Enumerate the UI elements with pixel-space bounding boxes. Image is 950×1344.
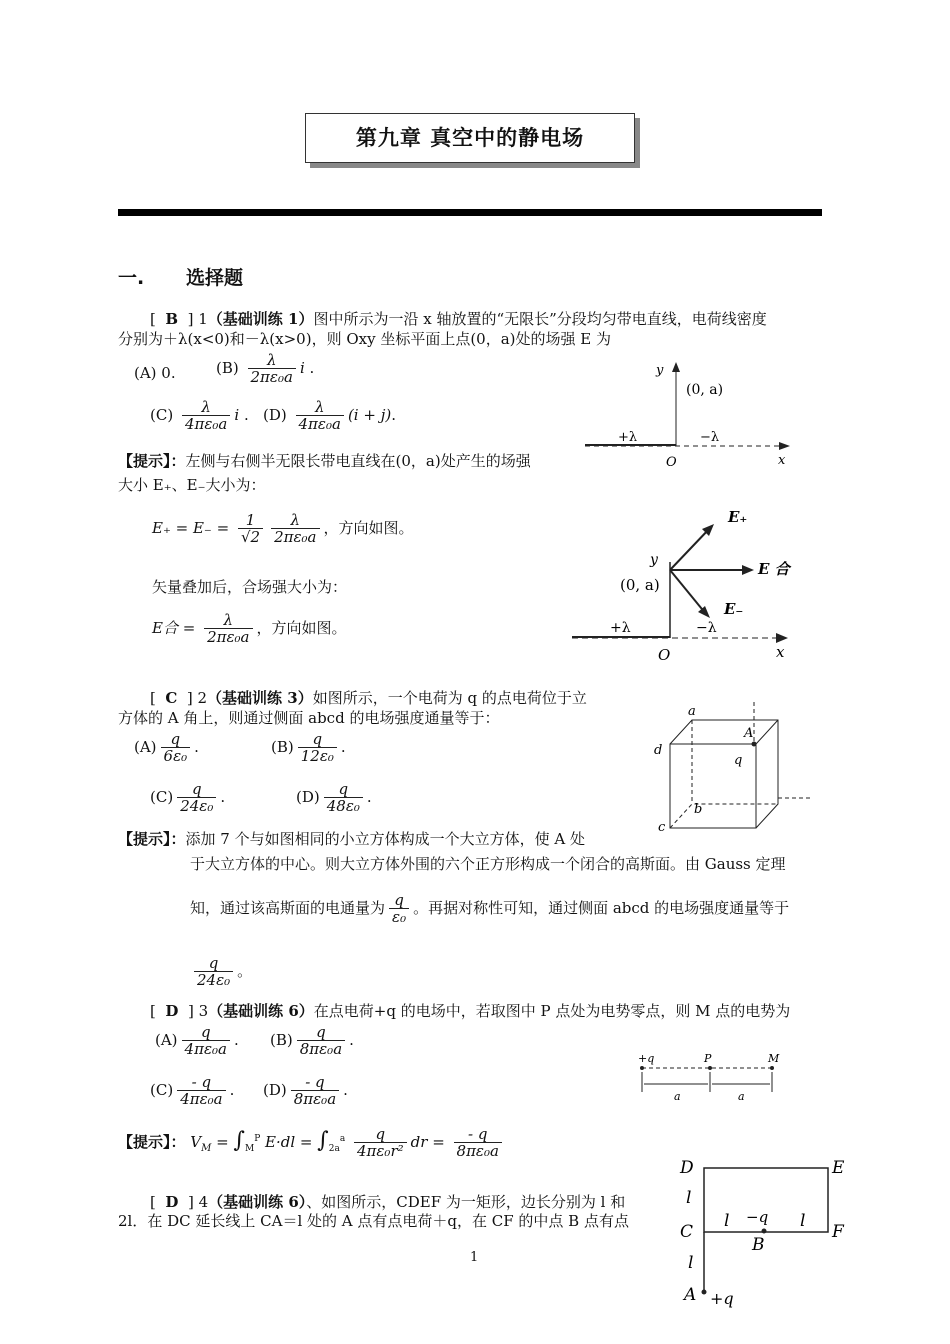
q1-option-c: (C) $\frac{\lambda}{\text{4πε₀a}}$ i .	[150, 398, 249, 433]
q2-b-num: q	[312, 730, 323, 748]
q3-fig-m-dot	[770, 1066, 774, 1070]
q2-b-den: 12ε₀	[298, 747, 337, 765]
q1-fig2-esum: E 合	[758, 560, 790, 578]
q1-figure-vectors	[570, 500, 800, 670]
q2-fig-b: b	[694, 802, 703, 817]
q2-hint1: 添加 7 个与如图相同的小立方体构成一个大立方体，使 A 处	[185, 830, 585, 848]
q3-fig-q-dot	[640, 1066, 644, 1070]
q2-c-frac	[177, 781, 216, 815]
q1-fig1-origin: O	[666, 455, 677, 470]
q3-source: （基础训练 6）	[208, 1002, 314, 1020]
q1-f2-tail: ，方向如图。	[256, 619, 347, 637]
q1-d-vec: (i + j)	[347, 406, 392, 424]
q2-a-den: 6ε₀	[161, 747, 191, 765]
q1-fig1-xarrow	[779, 442, 790, 450]
q2-cube-hidden-edges	[670, 804, 778, 828]
q2-fig-a: a	[688, 704, 696, 719]
q3-hint-den1: 4πε₀r²	[354, 1142, 407, 1160]
q4-fig-pq: +q	[710, 1289, 734, 1308]
q1-fig1-y: y	[656, 363, 664, 378]
q1-figure-line	[580, 358, 800, 470]
q2-hint-label: 【提示】：	[118, 830, 186, 848]
q1-hint1: 左侧与右侧半无限长带电直线在(0，a)处产生的场强	[185, 452, 531, 470]
q3-option-d: (D) $\frac{- q}{\text{8πε₀a}}$ .	[263, 1073, 348, 1108]
q2-option-a: (A) $\frac{q}{\text{6ε₀}}$ .	[134, 730, 199, 765]
q4-line2: 2l．在 DC 延长线上 CA＝l 处的 A 点有点电荷＋q，在 CF 的中点 B 点有点	[118, 1212, 629, 1230]
q1-fig2-origin: O	[658, 646, 671, 664]
q3-option-b: (B) $\frac{q}{\text{8πε₀a}}$ .	[270, 1023, 354, 1058]
q4-text1: 、如图所示，CDEF 为一矩形，边长分别为 l 和	[306, 1193, 626, 1211]
q3-hint-sub: M	[201, 1143, 212, 1154]
q4-fig-l2: l	[724, 1211, 730, 1231]
q1-answer: B	[165, 310, 179, 328]
q1-f1-den: 2πε₀a	[271, 528, 319, 546]
q1-f1-frac2	[271, 512, 319, 546]
q2-d-frac	[324, 781, 363, 815]
q2-option-d: (D) $\frac{q}{\text{48ε₀}}$ .	[296, 780, 372, 815]
q2-fig-d: d	[654, 743, 663, 758]
q3-b-den: 8πε₀a	[297, 1040, 345, 1058]
q4-num: 4	[198, 1193, 209, 1211]
q2-cube-edge	[756, 720, 778, 744]
q1-fig2-eplus: E₊	[728, 508, 748, 526]
q3-fig-a2: a	[738, 1090, 745, 1103]
q1-fig1-yarrow	[672, 362, 680, 372]
q1-f2-frac	[204, 612, 252, 646]
q3-a-label: (A)	[155, 1031, 178, 1049]
q4-fig-A: A	[684, 1285, 697, 1305]
q3-b-frac	[297, 1024, 345, 1058]
q3-int1-upper: P	[254, 1134, 261, 1144]
q3-hint-frac2	[454, 1126, 502, 1160]
q1-c-num: λ	[201, 398, 211, 416]
q2-line2: 方体的 A 角上，则通过侧面 abcd 的电场强度通量等于：	[118, 709, 500, 727]
q3-c-num: - q	[191, 1073, 212, 1091]
q1-fig2-eminus-arrow	[670, 570, 706, 614]
q1-option-d-label: (D)	[263, 406, 287, 424]
q2-hint-frac1	[389, 892, 409, 926]
q1-option-c-frac	[182, 399, 230, 433]
q3-a-num: q	[200, 1023, 211, 1041]
q1-option-b-frac	[248, 352, 296, 386]
q3-fig-P: P	[704, 1052, 712, 1065]
q3-hint: 【提示】： $V_M = \int_M^P$ $E\cdot dl = \int_{2a}^a$ $\frac{q}{\text{4πε₀r²}}$ dr = $\frac{- q}{\text{8πε₀a}}$	[118, 1126, 506, 1160]
q4-fig-C: C	[680, 1222, 694, 1242]
q2-b-label: (B)	[271, 738, 294, 756]
q2-fig-q: q	[734, 753, 743, 768]
q1-f1-one: 1	[245, 511, 256, 529]
q4-fig-D: D	[680, 1158, 694, 1178]
q3-a-den: 4πε₀a	[182, 1040, 230, 1058]
q4-fig-mq: −q	[746, 1208, 769, 1226]
q1-fig1-plus: +λ	[618, 430, 638, 445]
q3-d-den: 8πε₀a	[291, 1090, 339, 1108]
q4-line1: [ D ] 4（基础训练 6）、如图所示，CDEF 为一矩形，边长分别为 l 和	[150, 1193, 626, 1211]
q4-fig-F: F	[832, 1222, 844, 1242]
q3-option-c: (C) $\frac{- q}{\text{4πε₀a}}$ .	[150, 1073, 235, 1108]
q2-hint3b: 。再据对称性可知，通过侧面 abcd 的电场强度通量等于	[413, 899, 790, 917]
q3-hint-frac1	[354, 1126, 407, 1160]
q1-f2-den: 2πε₀a	[204, 628, 252, 646]
q2-answer: C	[165, 689, 178, 707]
q3-num: 3	[198, 1002, 209, 1020]
q3-text1: 在点电荷+q 的电场中，若取图中 P 点处为电势零点，则 M 点的电势为	[313, 1002, 791, 1020]
q1-fig1-x: x	[778, 453, 786, 468]
q3-c-den: 4πε₀a	[177, 1090, 225, 1108]
q1-f2-lhs: E合 =	[152, 619, 196, 637]
q1-line1: [ B ] 1（基础训练 1）图中所示为一沿 x 轴放置的“无限长”分段均匀带电直线，电荷线密度	[150, 310, 767, 328]
q1-d-den: 4πε₀a	[296, 415, 344, 433]
q2-line1: [ C ] 2（基础训练 3）如图所示，一个电荷为 q 的点电荷位于立	[150, 689, 587, 707]
q2-option-b: (B) $\frac{q}{\text{12ε₀}}$ .	[271, 730, 346, 765]
q4-fig-B: B	[752, 1235, 765, 1255]
q3-hint-lhs: V	[190, 1133, 202, 1151]
q3-hint-den2: 8πε₀a	[454, 1142, 502, 1160]
q1-fig2-eminus: E₋	[724, 600, 744, 618]
q2-a-label: (A)	[134, 738, 157, 756]
q3-b-num: q	[316, 1023, 326, 1041]
q1-hint-line2: 大小 E₊、E₋大小为：	[118, 476, 266, 494]
q2-hint-frac2	[194, 955, 233, 989]
q1-f1-num: λ	[290, 511, 301, 529]
q3-figure	[632, 1048, 782, 1108]
q1-fig2-y: y	[650, 552, 658, 568]
q1-formula2	[152, 612, 347, 646]
q1-f1-lhs: E₊ = E₋ =	[152, 519, 230, 537]
q1-line2: 分别为＋λ(x<0)和－λ(x>0)，则 Oxy 坐标平面上点(0，a)处的场强 E 为	[118, 330, 612, 348]
q1-d-num: λ	[314, 398, 325, 416]
q1-formula1	[152, 512, 414, 546]
q1-fig2-point: (0, a)	[620, 576, 660, 594]
q1-num: 1	[198, 310, 208, 328]
q2-hint-line4	[190, 955, 252, 989]
q2-hint-den2: 24ε₀	[194, 971, 233, 989]
q2-hint-end: 。	[237, 962, 253, 980]
q2-hint-num1: q	[394, 891, 404, 909]
q1-source: （基础训练 1）	[207, 310, 314, 328]
q3-a-frac	[182, 1024, 230, 1058]
q3-int1-lower: M	[244, 1144, 255, 1154]
q1-fig2-eplus-arrow	[670, 528, 710, 570]
page-number: 1	[470, 1250, 479, 1265]
q2-c-num: q	[191, 780, 202, 798]
q2-hint-line3	[190, 892, 789, 926]
q2-d-num: q	[338, 780, 349, 798]
q1-fig2-plus: +λ	[610, 620, 631, 636]
q4-fig-l3: l	[800, 1211, 806, 1231]
q3-c-label: (C)	[150, 1081, 174, 1099]
q1-option-b-label: (B)	[216, 359, 239, 377]
q2-hint-line2: 于大立方体的中心。则大立方体外围的六个正方形构成一个闭合的高斯面。由 Gauss 定理	[190, 855, 786, 873]
q1-b-num: λ	[266, 351, 277, 369]
q3-fig-a1: a	[674, 1090, 681, 1103]
q4-a-dot	[702, 1290, 707, 1295]
q1-fig1-minus: −λ	[700, 430, 720, 445]
q2-cube-front	[670, 744, 756, 828]
q4-b-dot	[762, 1229, 767, 1234]
q3-hint-dr: dr	[410, 1133, 428, 1151]
q2-c-label: (C)	[150, 788, 174, 806]
q3-b-label: (B)	[270, 1031, 293, 1049]
q2-fig-c: c	[658, 820, 666, 835]
q1-b-vec: i	[299, 359, 305, 377]
q4-fig-l4: l	[688, 1253, 694, 1273]
q1-c-vec: i	[234, 406, 240, 424]
q1-hint-line3: 矢量叠加后，合场强大小为：	[152, 578, 348, 596]
q2-c-den: 24ε₀	[177, 797, 216, 815]
chapter-title: 第九章 真空中的静电场	[305, 113, 635, 163]
q2-b-frac	[298, 731, 337, 765]
q2-cube-back-edges	[670, 720, 778, 828]
q2-d-den: 48ε₀	[324, 797, 363, 815]
q2-num: 2	[197, 689, 208, 707]
q3-d-num: - q	[305, 1073, 325, 1091]
q1-hint-label: 【提示】：	[118, 452, 186, 470]
q1-fig1-point: (0, a)	[686, 382, 724, 398]
q1-c-den: 4πε₀a	[182, 415, 230, 433]
q3-d-label: (D)	[263, 1081, 287, 1099]
q2-cube-figure	[648, 700, 818, 835]
q2-text1: 如图所示，一个电荷为 q 的点电荷位于立	[312, 689, 587, 707]
q2-a-frac	[161, 731, 191, 765]
q2-hint-line1	[118, 829, 585, 849]
q2-hint-den1: ε₀	[389, 908, 409, 926]
section-title: 选择题	[186, 267, 244, 289]
q3-int2-upper: a	[339, 1134, 346, 1144]
q3-hint-num2: - q	[468, 1125, 488, 1143]
q4-answer: D	[165, 1193, 179, 1211]
q2-a-num: q	[170, 730, 181, 748]
q1-f1-tail: ，方向如图。	[323, 519, 414, 537]
section-number: 一.	[118, 267, 145, 289]
q1-fig2-xarrow	[776, 633, 788, 643]
q4-fig-E: E	[832, 1158, 845, 1178]
q3-c-frac	[177, 1074, 225, 1108]
q1-option-b: (B) $\frac{\lambda}{\text{2πε₀a}}$ i .	[216, 351, 315, 386]
q1-f1-frac1	[238, 512, 263, 546]
q3-hint-label: 【提示】：	[118, 1133, 186, 1151]
q2-fig-A: A	[744, 726, 754, 741]
q4-fig-l1: l	[686, 1188, 692, 1208]
q2-hint3a: 知，通过该高斯面的电通量为	[190, 899, 386, 917]
q3-fig-q: +q	[638, 1052, 655, 1065]
q1-option-d-frac	[296, 399, 344, 433]
q2-hint-num2: q	[208, 954, 219, 972]
q1-option-c-label: (C)	[150, 406, 174, 424]
q1-f2-num: λ	[223, 611, 234, 629]
q3-int1-body: E·dl	[265, 1133, 296, 1151]
q3-fig-p-dot	[708, 1066, 712, 1070]
divider-rule	[118, 209, 822, 216]
q3-int2-lower: 2a	[328, 1144, 340, 1154]
q3-line1: [ D ] 3（基础训练 6）在点电荷+q 的电场中，若取图中 P 点处为电势零点，则 M 点的电势为	[150, 1002, 791, 1020]
q1-text1: 图中所示为一沿 x 轴放置的“无限长”分段均匀带电直线，电荷线密度	[313, 310, 767, 328]
q1-option-d: (D) $\frac{\lambda}{\text{4πε₀a}}$ (i + j).	[263, 398, 396, 433]
q2-charge-dot	[752, 742, 757, 747]
q1-b-den: 2πε₀a	[248, 368, 296, 386]
q4-figure	[672, 1150, 852, 1310]
q4-source: （基础训练 6）	[208, 1193, 307, 1211]
q2-source: （基础训练 3）	[207, 689, 313, 707]
q2-d-label: (D)	[296, 788, 320, 806]
q3-option-a: (A) $\frac{q}{\text{4πε₀a}}$ .	[155, 1023, 239, 1058]
q1-hint-line1	[118, 451, 531, 471]
q1-option-a: (A) 0.	[134, 364, 176, 382]
q3-integral1-sign: ∫	[233, 1128, 245, 1153]
q1-f1-sqrt2: √2	[238, 528, 263, 546]
q2-option-c: (C) $\frac{q}{\text{24ε₀}}$ .	[150, 780, 226, 815]
q1-fig2-minus: −λ	[696, 620, 717, 636]
q3-integral2-sign: ∫	[317, 1128, 329, 1153]
q1-fig2-esum-head	[742, 565, 754, 575]
q3-fig-M: M	[768, 1052, 780, 1065]
q3-hint-num1: q	[375, 1125, 386, 1143]
q3-answer: D	[165, 1002, 179, 1020]
q1-fig2-x: x	[776, 643, 785, 661]
q3-d-frac	[291, 1074, 339, 1108]
